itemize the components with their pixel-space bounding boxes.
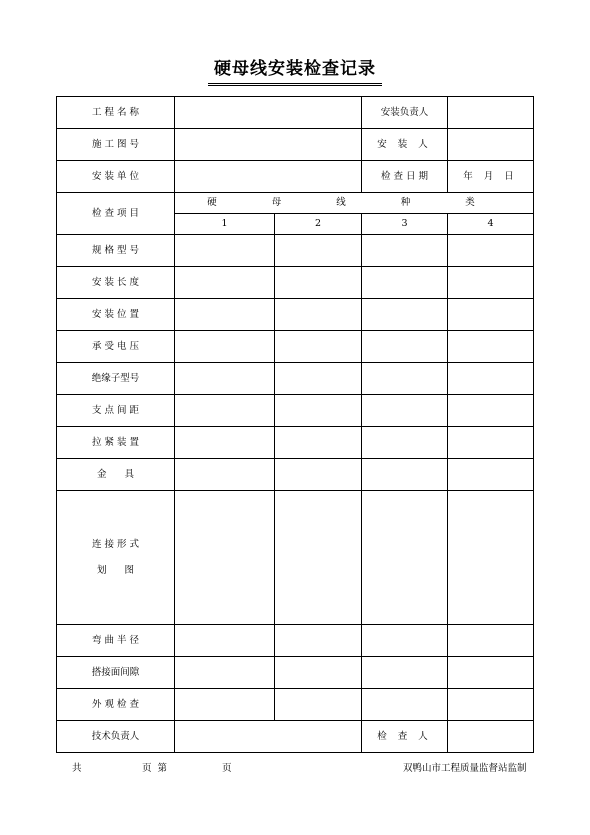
cell-input[interactable] bbox=[175, 459, 275, 491]
cell-diagram[interactable] bbox=[362, 491, 448, 625]
cell-input[interactable] bbox=[448, 331, 534, 363]
cell-input[interactable] bbox=[175, 395, 275, 427]
cell-input[interactable] bbox=[448, 363, 534, 395]
row-label: 承 受 电 压 bbox=[57, 331, 175, 363]
field-install-manager[interactable] bbox=[448, 97, 534, 129]
footer-supervisor: 双鸭山市工程质量监督站监制 bbox=[403, 763, 527, 774]
cell-input[interactable] bbox=[175, 299, 275, 331]
table-row bbox=[57, 689, 534, 721]
cell-input[interactable] bbox=[362, 299, 448, 331]
column-number: 1 bbox=[175, 214, 275, 235]
label-project-name: 工 程 名 称 bbox=[57, 97, 175, 129]
label-tech-manager: 技术负责人 bbox=[57, 721, 175, 753]
inspection-form bbox=[56, 96, 534, 753]
cell-input[interactable] bbox=[448, 267, 534, 299]
label-install-manager: 安装负责人 bbox=[362, 97, 448, 129]
cell-input[interactable] bbox=[175, 625, 275, 657]
cell-input[interactable] bbox=[175, 267, 275, 299]
label-check-date: 检 查 日 期 bbox=[362, 161, 448, 193]
row-signatures bbox=[57, 721, 534, 753]
cell-input[interactable] bbox=[362, 363, 448, 395]
row-label: 绝缘子型号 bbox=[57, 363, 175, 395]
cell-input[interactable] bbox=[175, 657, 275, 689]
row-label: 金 具 bbox=[57, 459, 175, 491]
row-label: 安 装 长 度 bbox=[57, 267, 175, 299]
field-check-date[interactable]: 年 月 日 bbox=[448, 161, 534, 193]
cell-input[interactable] bbox=[175, 235, 275, 267]
cell-input[interactable] bbox=[275, 427, 362, 459]
label-connection-form: 连 接 形 式 bbox=[91, 538, 140, 550]
row-label: 安 装 位 置 bbox=[57, 299, 175, 331]
table-row bbox=[57, 331, 534, 363]
row-label: 支 点 间 距 bbox=[57, 395, 175, 427]
cell-input[interactable] bbox=[275, 657, 362, 689]
cell-input[interactable] bbox=[275, 625, 362, 657]
cell-input[interactable] bbox=[448, 689, 534, 721]
label-busbar-kind: 硬 母 线 种 类 bbox=[175, 193, 534, 214]
field-installer[interactable] bbox=[448, 129, 534, 161]
cell-input[interactable] bbox=[362, 267, 448, 299]
cell-input[interactable] bbox=[275, 363, 362, 395]
field-tech-manager[interactable] bbox=[175, 721, 362, 753]
title-wrap bbox=[0, 57, 590, 86]
table-row bbox=[57, 299, 534, 331]
cell-input[interactable] bbox=[175, 331, 275, 363]
cell-diagram[interactable] bbox=[448, 491, 534, 625]
row-unit bbox=[57, 161, 534, 193]
row-project bbox=[57, 97, 534, 129]
label-drawing-no: 施 工 图 号 bbox=[57, 129, 175, 161]
table-row bbox=[57, 625, 534, 657]
cell-input[interactable] bbox=[175, 363, 275, 395]
label-installer: 安 装 人 bbox=[362, 129, 448, 161]
cell-input[interactable] bbox=[275, 331, 362, 363]
table-row bbox=[57, 657, 534, 689]
cell-input[interactable] bbox=[448, 657, 534, 689]
cell-input[interactable] bbox=[362, 427, 448, 459]
label-install-unit: 安 装 单 位 bbox=[57, 161, 175, 193]
table-row bbox=[57, 427, 534, 459]
table-row bbox=[57, 395, 534, 427]
footer-page-end: 页 bbox=[222, 763, 232, 774]
cell-input[interactable] bbox=[448, 427, 534, 459]
cell-input[interactable] bbox=[275, 689, 362, 721]
cell-diagram[interactable] bbox=[275, 491, 362, 625]
cell-input[interactable] bbox=[362, 395, 448, 427]
row-label: 弯 曲 半 径 bbox=[57, 625, 175, 657]
cell-input[interactable] bbox=[362, 459, 448, 491]
label-sketch: 划 图 bbox=[96, 564, 135, 576]
column-number: 4 bbox=[448, 214, 534, 235]
table-row bbox=[57, 235, 534, 267]
table-row-diagram bbox=[57, 491, 534, 625]
cell-input[interactable] bbox=[175, 427, 275, 459]
page-title: 硬母线安装检查记录 bbox=[208, 57, 382, 86]
field-drawing-no[interactable] bbox=[175, 129, 362, 161]
column-number: 3 bbox=[362, 214, 448, 235]
cell-input[interactable] bbox=[448, 299, 534, 331]
cell-input[interactable] bbox=[448, 459, 534, 491]
footer-total: 共 bbox=[72, 763, 82, 774]
cell-input[interactable] bbox=[275, 395, 362, 427]
field-install-unit[interactable] bbox=[175, 161, 362, 193]
row-label: 外 观 检 查 bbox=[57, 689, 175, 721]
row-label: 搭接面间隙 bbox=[57, 657, 175, 689]
label-check-item: 检 查 项 目 bbox=[57, 193, 175, 235]
cell-input[interactable] bbox=[362, 625, 448, 657]
row-label: 拉 紧 装 置 bbox=[57, 427, 175, 459]
column-number: 2 bbox=[275, 214, 362, 235]
row-label: 规 格 型 号 bbox=[57, 235, 175, 267]
row-label-connection bbox=[57, 491, 175, 625]
cell-diagram[interactable] bbox=[175, 491, 275, 625]
table-row bbox=[57, 363, 534, 395]
cell-input[interactable] bbox=[275, 267, 362, 299]
row-kind-header bbox=[57, 193, 534, 214]
cell-input[interactable] bbox=[448, 625, 534, 657]
table-row bbox=[57, 267, 534, 299]
cell-input[interactable] bbox=[448, 395, 534, 427]
field-project-name[interactable] bbox=[175, 97, 362, 129]
cell-input[interactable] bbox=[275, 235, 362, 267]
table-row bbox=[57, 459, 534, 491]
cell-input[interactable] bbox=[362, 235, 448, 267]
field-inspector[interactable] bbox=[448, 721, 534, 753]
cell-input[interactable] bbox=[275, 459, 362, 491]
row-drawing bbox=[57, 129, 534, 161]
footer-page-label: 页 第 bbox=[142, 763, 168, 774]
cell-input[interactable] bbox=[448, 235, 534, 267]
cell-input[interactable] bbox=[362, 689, 448, 721]
cell-input[interactable] bbox=[362, 331, 448, 363]
label-inspector: 检 查 人 bbox=[362, 721, 448, 753]
cell-input[interactable] bbox=[175, 689, 275, 721]
cell-input[interactable] bbox=[275, 299, 362, 331]
cell-input[interactable] bbox=[362, 657, 448, 689]
